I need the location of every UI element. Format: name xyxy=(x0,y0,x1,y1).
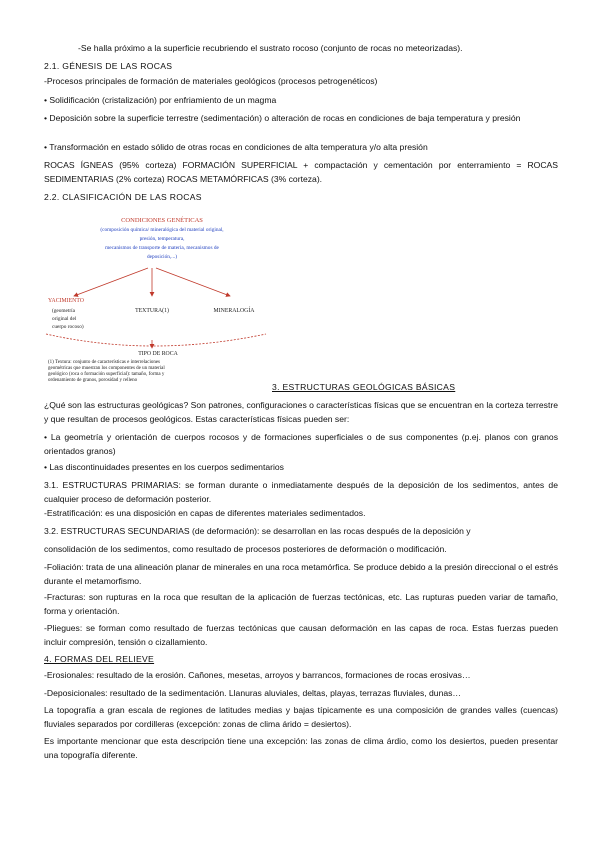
text-line: -Procesos principales de formación de materiales geológicos (procesos petrogenéticos) xyxy=(44,76,378,86)
diagram-note-line: geométricas que muestran los componentes de un material xyxy=(48,366,165,371)
diagram-top-line: mecanismos de transporte de materia, mecanismos de xyxy=(105,245,219,251)
section-heading-2-2: 2.2. CLASIFICACIÓN DE LAS ROCAS xyxy=(44,192,202,202)
text-line: -Deposicionales: resultado de la sedimentación. Llanuras aluviales, deltas, playas, terrazas fluviales, dunas… xyxy=(44,688,462,698)
diagram-left-line: (geometría xyxy=(52,308,75,314)
diagram-note-line: geológico (roca o formación superficial): tamaño, forma y xyxy=(48,372,165,377)
diagram-left-line: original del xyxy=(52,316,77,322)
diagram-note-line: ordenamiento de granos, porosidad y relleno xyxy=(48,378,138,383)
converging-curve xyxy=(46,334,266,346)
rock-classification-diagram xyxy=(44,214,270,384)
text-line: -Pliegues: se forman como resultado de fuerzas tectónicas que causan deformación en las capas de roca. Estas fuerzas pueden incluir compresión, tensión o cizallamiento. xyxy=(44,623,558,647)
text-line: 3.2. ESTRUCTURAS SECUNDARIAS (de deformación): se desarrollan en las rocas después de la deposición y xyxy=(44,526,471,536)
text-line: consolidación de los sedimentos, como resultado de procesos posteriores de deformación o modificación. xyxy=(44,544,447,554)
diagram-top-line: deposición,...) xyxy=(146,254,178,260)
text-line: -Se halla próximo a la superficie recubriendo el sustrato rocoso (conjunto de rocas no meteorizadas). xyxy=(78,43,463,53)
text-line: -Fracturas: son rupturas en la roca que resultan de la aplicación de fuerzas tectónicas, etc. Las rupturas pueden variar de tamaño, forma y orientación. xyxy=(44,592,558,616)
text-line: 3.1. ESTRUCTURAS PRIMARIAS: se forman durante o inmediatamente después de la deposición de los sedimentos, antes de cualquier proceso de deformación posterior. xyxy=(44,480,558,504)
text-line: • Transformación en estado sólido de otras rocas en condiciones de alta temperatura y/o alta presión xyxy=(44,142,428,152)
text-line: ¿Qué son las estructuras geológicas? Son patrones, configuraciones o características físicas que se encuentran en la corteza terrestre y que resultan de procesos geológicos. Estas características físicas pueden ser: xyxy=(44,400,558,424)
section-heading-2-1: 2.1. GÉNESIS DE LAS ROCAS xyxy=(44,61,173,71)
diagram-left-title: YACIMIENTO xyxy=(48,298,84,304)
text-line: • Deposición sobre la superficie terrestre (sedimentación) o alteración de rocas en condiciones de baja temperatura y presión xyxy=(44,113,521,123)
diagram-left-line: cuerpo rocoso) xyxy=(52,324,84,330)
section-heading-3: 3. ESTRUCTURAS GEOLÓGICAS BÁSICAS xyxy=(272,382,456,392)
diagram-textura-label: TEXTURA(1) xyxy=(135,308,169,314)
diagram-bottom-title: TIPO DE ROCA xyxy=(138,351,178,357)
diagram-note-line: (1) Textura: conjunto de características e interrelaciones xyxy=(48,360,161,365)
text-line: ROCAS ÍGNEAS (95% corteza) FORMACIÓN SUPERFICIAL + compactación y cementación por enterramiento = ROCAS SEDIMENTARIAS (2% corteza) ROCAS METAMÓRFICAS (3% corteza). xyxy=(44,160,558,184)
diagram-top-line: (composición química/ mineralógica del material original, xyxy=(100,227,224,233)
arrow-to-yacimiento xyxy=(74,268,148,296)
arrow-to-mineralogia xyxy=(156,268,230,296)
text-line: • Las discontinuidades presentes en los cuerpos sedimentarios xyxy=(44,462,284,472)
diagram-top-title: CONDICIONES GENÉTICAS xyxy=(121,217,203,224)
diagram-top-line: presión, temperatura, xyxy=(139,236,185,242)
section-heading-4: 4. FORMAS DEL RELIEVE xyxy=(44,654,155,664)
text-line: -Erosionales: resultado de la erosión. Cañones, mesetas, arroyos y barrancos, formaciones de rocas erosivas… xyxy=(44,670,471,680)
text-line: -Foliación: trata de una alineación planar de minerales en una roca metamórfica. Se produce debido a la presión direccional o el estrés durante el metamorfismo. xyxy=(44,562,558,586)
text-line: Es importante mencionar que esta descripción tiene una excepción: las zonas de clima árdio, como los desiertos, pueden presentar una topografía diferente. xyxy=(44,736,558,760)
text-line: • Solidificación (cristalización) por enfriamiento de un magma xyxy=(44,95,277,105)
text-line: • La geometría y orientación de cuerpos rocosos y de formaciones superficiales o de sus componentes (p.ej. planos con granos orientados granos) xyxy=(44,432,558,456)
diagram-mineralogia-label: MINERALOGÍA xyxy=(213,308,255,314)
text-line: La topografía a gran escala de regiones de latitudes medias y bajas típicamente es una composición de grandes valles (cuencas) fluviales separados por cordilleras (excepción: zonas de clima árido = desiertos). xyxy=(44,705,558,729)
text-line: -Estratificación: es una disposición en capas de diferentes materiales sedimentados. xyxy=(44,508,366,518)
